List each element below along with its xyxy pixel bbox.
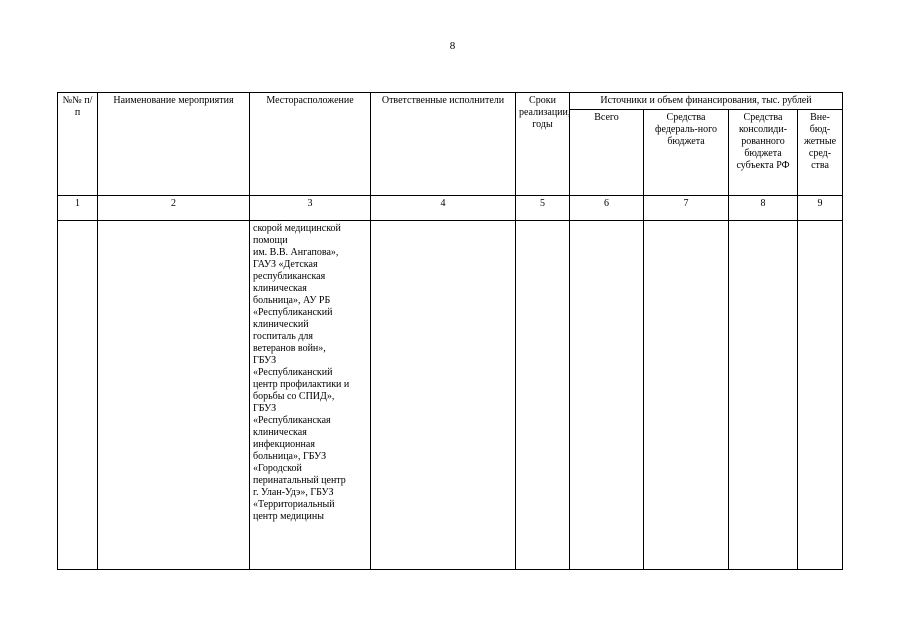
header-total: Всего [570,110,644,196]
cell-federal [644,221,729,570]
column-number: 2 [98,196,250,221]
place-line: перинатальный центр [253,475,346,486]
column-number: 6 [570,196,644,221]
cell-name [98,221,250,570]
place-line: клиническая [253,427,307,438]
header-consolidated: Средства консолиди-рованного бюджета субъекта РФ [729,110,798,196]
cell-total [570,221,644,570]
funding-table [57,92,843,570]
header-terms: Сроки реализации, годы [516,93,570,196]
place-line: инфекционная [253,439,315,450]
cell-terms [516,221,570,570]
place-line: республиканская [253,271,326,282]
place-line: ГБУЗ [253,355,277,366]
page-number: 8 [449,40,456,52]
column-number: 5 [516,196,570,221]
place-line: ветеранов войн», [253,343,326,354]
place-line: центр профилактики и [253,379,350,390]
table-row [58,221,843,570]
header-num: №№ п/п [58,93,98,196]
place-line: «Территориальный [253,499,335,510]
cell-responsible [371,221,516,570]
place-line: клинический [253,319,309,330]
place-line: помощи [253,235,288,246]
place-line: «Республиканский [253,307,333,318]
header-funding-group: Источники и объем финансирования, тыс. рублей [570,93,843,110]
place-line: «Республиканский [253,367,333,378]
place-line: скорой медицинской [253,223,341,234]
header-extrabudget: Вне-бюд-жетные сред-ства [798,110,843,196]
place-line: «Городской [253,463,302,474]
cell-consolidated [729,221,798,570]
column-number: 1 [58,196,98,221]
place-line: госпиталь для [253,331,313,342]
column-number-row [58,196,843,221]
place-line: им. В.В. Ангапова», [253,247,339,258]
place-line: больница», ГБУЗ [253,451,327,462]
place-line: борьбы со СПИД», [253,391,335,402]
column-number: 8 [729,196,798,221]
place-line: г. Улан-Удэ», ГБУЗ [253,487,334,498]
place-line: ГБУЗ [253,403,277,414]
cell-extrabudget [798,221,843,570]
place-line: центр медицины [253,511,324,522]
place-line: ГАУЗ «Детская [253,259,318,270]
column-number: 7 [644,196,729,221]
column-number: 3 [250,196,371,221]
place-line: клиническая [253,283,307,294]
place-line: больница», АУ РБ [253,295,331,306]
cell-place [250,221,371,570]
column-number: 4 [371,196,516,221]
place-line: «Республиканская [253,415,331,426]
column-number: 9 [798,196,843,221]
header-place: Месторасположение [250,93,371,196]
header-responsible: Ответственные исполнители [371,93,516,196]
header-name: Наименование мероприятия [98,93,250,196]
cell-num [58,221,98,570]
header-federal: Средства федераль-ного бюджета [644,110,729,196]
